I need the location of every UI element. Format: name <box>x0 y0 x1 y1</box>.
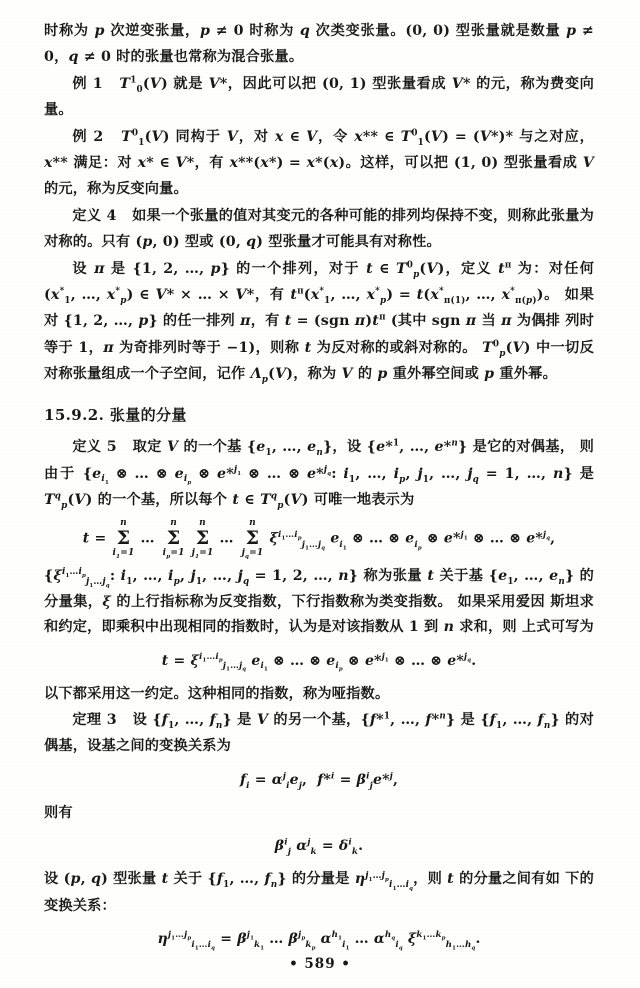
paragraph-theorem-3: 定理 3 设 {$f_1$, …, $f_n$} 是 V 的另一个基，{f*$^1$, …, f*$^n$} 是 {$f_1$, …, $f_n$} 的对偶基，设基之间的变换关系为 <box>44 711 594 755</box>
definition-5-label: 定义 5 <box>72 439 117 456</box>
page-number: • 589 • <box>289 956 351 972</box>
paragraph-example-2: 例 2 $T^0_1(V)$ 同构于 V，对 x ∈ V，令 x** ∈ $T^0_1(V) = (V*)*$ 与之对应， x** 满足：对 x* ∈ V*，有 x**(x*) = x*(x)。这样，可以把 (1, 0) 型张量看成 V 的元，称为反变向量。 <box>44 127 594 198</box>
section-heading: 15.9.2. 张量的分量 <box>44 405 187 424</box>
paragraph-1: 时称为 p 次逆变张量，p ≠ 0 时称为 q 次类变张量。(0, 0) 型张量就是数量 p ≠ 0，q ≠ 0 时的张量也常称为混合张量。 <box>44 23 594 66</box>
formula-einstein-sum: $t = \xi^{i_1\dots i_p}_{j_1\dots j_q}$ $e_{i_1}$ ⊗ … ⊗ $e_{i_p}$ ⊗ e*$^{j_1}$ ⊗ … ⊗ e*$^{j_q}$. <box>161 651 477 674</box>
definition-4-label: 定义 4 <box>72 207 117 224</box>
paragraph-components: {$\xi^{i_1\dots i_p}_{j_1\dots j_q}$: $i_1$, …, $i_p$, $j_1$, …, $j_q = 1$, 2, …, n} 称为张量 t 关于基 {$e_1$, …, $e_n$} 的分量集，ξ 的上行指标称为反变指数，下行指数称为类变指数。 如果采用爱因 斯坦求和约定，即乘积中出现相同的指数时，认为是对该指数从 1 到 n 求和，则 上式可写为 <box>44 567 595 636</box>
paragraph-definition-5: 定义 5 取定 V 的一个基 {$e_1$, …, $e_n$}，设 {e*$^1$, …, e*$^n$} 是它的对偶基， 则由于 {$e_{i_1}$ ⊗ … ⊗ $e_{i_p}$ ⊗ e*$^{j_1}$ ⊗ … ⊗ e*$^{j_q}$: $i_1$, …, $i_p$, $j_1$, …, $j_q = 1$, …, n} 是 $T^q_p(V)$ 的一个基，所以每个 t ∈ $T^q_p(V)$ 可唯一地表示为 <box>44 438 595 511</box>
formula-sum-expansion: t = n Σ $i_1=1$ … n Σ $i_p=1$ n Σ $j_1=1$ … n Σ $j_q=1$ $\xi^{i_1\dots i_p}_{j_1\dots j_q}$ $e_{i_1}$ ⊗ … ⊗ $e_{i_p}$ ⊗ e*$^{j_1}$ ⊗ … ⊗ e*$^{j_q}$, <box>82 518 556 560</box>
paragraph-definition-4: 定义 4 如果一个张量的值对其变元的各种可能的排列均保持不变，则称此张量为对称的。只有 (p, 0) 型或 (0, q) 型张量才可能具有对称性。 <box>44 207 594 251</box>
page-body <box>44 18 594 953</box>
formula-delta: $\beta^i_j$ $\alpha^j_k = \delta^i_k$. <box>274 837 364 858</box>
paragraph-antisymmetric: 设 π 是 {1, 2, …, p} 的一个排列，对于 t ∈ $T^0_p(V)$，定义 $t^\pi$ 为：对任何 ($x^*_1$, …, $x^*_p$) ∈ V* × … × V*，有 $t^\pi(x^*_1$, …, $x^*_p) = t(x^*_{\pi(1)}$, …, $x^*_{\pi(p)}$)。 如果对 {1, 2, …, p} 的任一排列 π，有 t = (sgn $\pi)t^\pi$ (其中 sgn π 当 π 为偶排 列时等于 1，π 为奇排列时等于 −1)，则称 t 为反对称的或斜对称的。 $T^0_p(V)$ 中一切反对称张量组成一个子空间，记作 $\Lambda_p(V)$，称为 V 的 p 重外幂空间或 p 重外幂。 <box>44 259 595 386</box>
formula-component-transform: $\eta^{j_1\dots j_p}_{i_1\dots i_q} = \beta^{j_1}_{k_1}$ … $\beta^{j_p}_{k_p}$ $\alpha^{h_1}_{i_1}$ … $\alpha^{h_q}_{i_q}$ $\xi^{k_1\dots k_p}_{h_1\dots h_q}$. <box>157 930 481 952</box>
paragraph-transform-intro: 设 (p, q) 型张量 t 关于 {$f_1$, …, $f_n$} 的分量是 $\eta^{j_1\dots j_p}_{i_1\dots i_q}$，则 t 的分量之间有如 下的变换关系： <box>44 870 594 914</box>
page-footer <box>0 956 640 972</box>
paragraph-then: 则有 <box>44 804 73 821</box>
formula-basis-change: $f_i = \alpha^j_ie_j$, $f*^i = \beta^i_je*^j$, <box>239 771 399 791</box>
paragraph-example-1: 例 1 $T^1_0(V)$ 就是 V*，因此可以把 (0, 1) 型张量看成 V* 的元，称为费变向量。 <box>44 75 595 119</box>
example-1-label: 例 1 <box>72 75 103 92</box>
theorem-3-label: 定理 3 <box>72 712 117 729</box>
paragraph-dummy-index: 以下都采用这一约定。这种相同的指数，称为哑指数。 <box>44 685 390 702</box>
example-2-label: 例 2 <box>72 128 104 145</box>
